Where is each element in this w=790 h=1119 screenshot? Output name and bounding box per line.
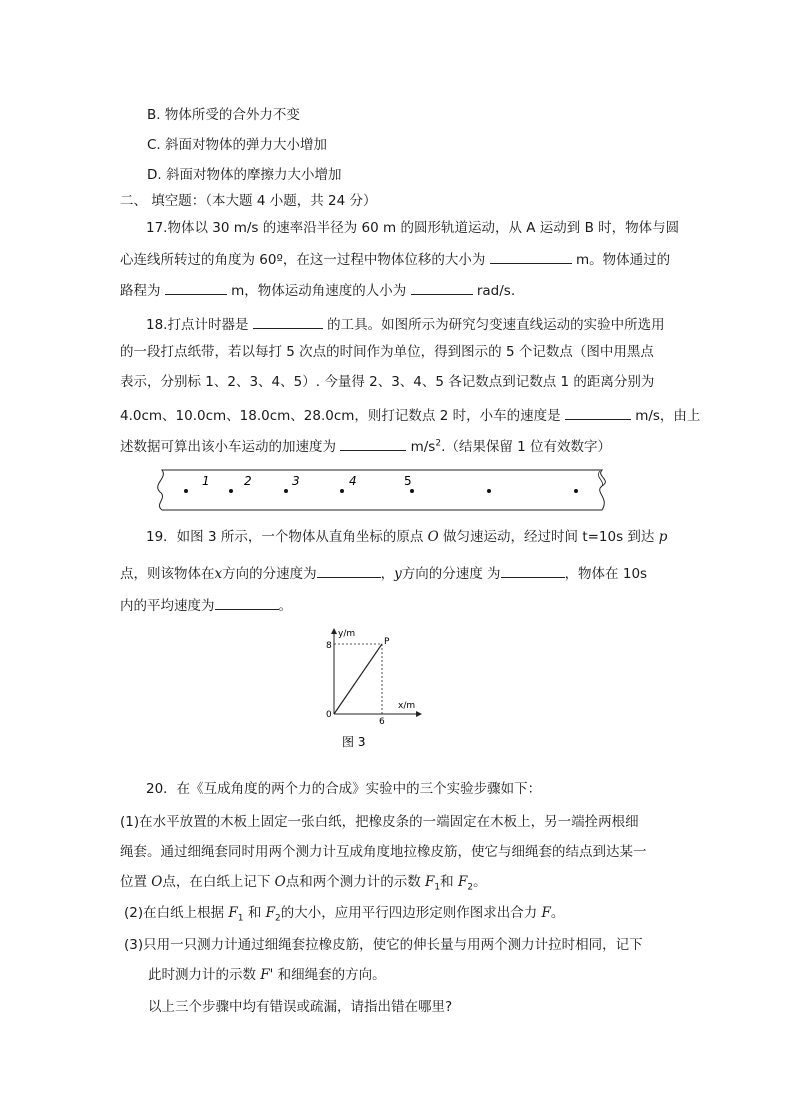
q20-text: 点，在白纸上记下 — [162, 874, 271, 890]
q18-text: 18.打点计时器是 — [146, 317, 249, 333]
q20-text: 位置 — [120, 874, 147, 890]
q20-step1-line-2: 绳套。通过细绳套同时用两个测力计互成角度地拉橡皮筋，使它与细绳套的结点到达某一 — [120, 844, 647, 860]
q17-text: m，物体运动角速度的人小为 — [231, 283, 407, 299]
q20-f1-symbol: F — [425, 874, 435, 890]
q19-vy-blank[interactable] — [501, 563, 565, 578]
q19-x-symbol: x — [214, 566, 223, 582]
tape-label-1: 1 — [202, 474, 210, 488]
q20-line-1: 20．在《互成角度的两个力的合成》实验中的三个实验步骤如下： — [146, 781, 542, 797]
q20-step1-line-3 — [120, 873, 487, 891]
q20-step3-line-1: (3)只用一只测力计通过细绳套拉橡皮筋，使它的伸长量与用两个测力计拉时相同，记下 — [124, 937, 643, 953]
q18-line-5 — [120, 436, 611, 456]
q20-o-symbol: O — [151, 874, 163, 890]
q20-step1-line-1: (1)在水平放置的木板上固定一张白纸，把橡皮条的一端固定在木板上，另一端拴两根细 — [120, 814, 639, 830]
q18-line-2: 的一段打点纸带，若以每打 5 次点的时间作为单位，得到图示的 5 个记数点（图中用黑点 — [120, 344, 654, 360]
y-tick-label: 8 — [326, 641, 332, 651]
x-axis-label: x/m — [398, 701, 416, 711]
q19-text: 。 — [278, 598, 292, 614]
q18-velocity-blank[interactable] — [565, 405, 631, 420]
q20-text: 。 — [473, 874, 487, 890]
q18-line-4 — [120, 405, 700, 425]
q18-text: .（结果保留 1 位有效数字） — [441, 439, 612, 455]
q20-text: 点和两个测力计的示数 — [285, 874, 421, 890]
q20-text: 此时测力计的示数 — [148, 967, 256, 983]
q19-line-2 — [120, 563, 647, 583]
q20-f-prime-symbol: F' — [260, 967, 274, 983]
tape-dot-4 — [340, 489, 344, 493]
q20-text: 和细绳套的方向。 — [273, 967, 386, 983]
y-axis-arrow — [331, 628, 337, 634]
q19-text: 方向的分速度为 — [222, 566, 317, 582]
q19-line-1 — [146, 528, 667, 546]
displacement-line — [334, 644, 382, 714]
q19-text: 方向的分速度 为 — [401, 566, 501, 582]
figure-caption: 图 3 — [342, 735, 366, 749]
x-axis-arrow — [416, 711, 422, 717]
q20-step3-line-2 — [148, 966, 386, 984]
q17-text: m。物体通过的 — [575, 252, 671, 268]
q17-angular-velocity-blank[interactable] — [411, 280, 473, 295]
ticker-tape-figure — [150, 466, 620, 514]
x-tick-label: 6 — [379, 717, 385, 727]
tape-dot-2 — [229, 489, 233, 493]
q18-text: m/s，由上 — [635, 408, 701, 424]
q20-o-symbol: O — [274, 874, 286, 890]
y-axis-label: y/m — [338, 629, 356, 639]
q20-text: 和 — [247, 905, 262, 921]
q19-text: 点，则该物体在 — [120, 566, 215, 582]
option-c: C. 斜面对物体的弹力大小增加 — [147, 137, 328, 153]
q19-text: 19．如图 3 所示，一个物体从直角坐标的原点 — [146, 529, 424, 545]
tape-dot-5 — [410, 489, 414, 493]
q20-f1-subscript: 1 — [237, 913, 244, 924]
q17-text: 心连线所转过的角度为 60º，在这一过程中物体位移的大小为 — [120, 252, 486, 268]
figure-3-graph — [318, 622, 428, 752]
q18-unit-exponent: 2 — [435, 438, 442, 449]
q20-f2-symbol: F — [457, 874, 468, 890]
q18-text: m/s — [410, 439, 436, 455]
q17-line-2 — [120, 249, 670, 269]
q19-text: 做匀速运动，经过时间 t=10s 到达 — [443, 529, 655, 545]
section-heading: 二、 填空题：（本大题 4 小题，共 24 分） — [120, 193, 377, 209]
q20-step2 — [124, 904, 564, 922]
q18-text: 述数据可算出该小车运动的加速度为 — [120, 439, 336, 455]
q17-displacement-blank[interactable] — [490, 249, 572, 264]
q20-text: 的大小，应用平行四边形定则作图求出合力 — [280, 905, 538, 921]
point-p-label: P — [384, 637, 390, 647]
option-b: B. 物体所受的合外力不变 — [147, 107, 300, 123]
tape-dot-7 — [574, 489, 578, 493]
q20-f1-symbol: F — [228, 905, 238, 921]
q20-f-symbol: F — [541, 905, 551, 921]
q17-line-1: 17.物体以 30 m/s 的速率沿半径为 60 m 的圆形轨道运动，从 A 运动到 B 时，物体与圆 — [146, 220, 680, 236]
q17-text: rad/s. — [476, 283, 516, 299]
q20-f2-subscript: 2 — [275, 913, 281, 924]
tape-dot-3 — [284, 489, 288, 493]
q19-origin-symbol: O — [427, 529, 439, 545]
q19-line-3 — [120, 595, 292, 615]
tape-label-5: 5 — [404, 474, 412, 488]
q18-acceleration-blank[interactable] — [340, 436, 406, 451]
q20-text: 。 — [550, 905, 565, 921]
q17-text: 路程为 — [120, 283, 161, 299]
tape-label-3: 3 — [292, 474, 300, 488]
q20-text: (2)在白纸上根据 — [124, 905, 225, 921]
tape-label-2: 2 — [244, 474, 252, 488]
q19-text: ，物体在 10s — [564, 566, 648, 582]
q18-text: 4.0cm、10.0cm、18.0cm、28.0cm，则打记数点 2 时，小车的速度是 — [120, 408, 561, 424]
q17-distance-blank[interactable] — [165, 280, 227, 295]
q18-line-3: 表示，分别标 1、2、3、4、5）. 今量得 2、3、4、5 各记数点到记数点 1 的距离分别为 — [120, 374, 655, 390]
tape-dot-6 — [487, 489, 491, 493]
tape-outline — [158, 470, 606, 510]
origin-label: 0 — [326, 710, 332, 720]
q19-vx-blank[interactable] — [317, 563, 381, 578]
q19-avg-velocity-blank[interactable] — [215, 595, 279, 610]
q19-y-symbol: y — [394, 566, 402, 582]
q18-text: 的工具。如图所示为研究匀变速直线运动的实验中所选用 — [327, 317, 665, 333]
q19-text: ， — [380, 566, 395, 582]
tape-label-4: 4 — [349, 474, 357, 488]
q17-line-3 — [120, 280, 515, 300]
option-d: D. 斜面对物体的摩擦力大小增加 — [147, 167, 342, 183]
tape-dot-1 — [184, 489, 188, 493]
q20-f2-symbol: F — [265, 905, 275, 921]
q18-timer-blank[interactable] — [253, 314, 323, 329]
q20-final-question: 以上三个步骤中均有错误或疏漏，请指出错在哪里? — [148, 999, 453, 1015]
q18-line-1 — [146, 314, 665, 334]
q19-text: 内的平均速度为 — [120, 598, 215, 614]
q20-f2-subscript: 2 — [467, 882, 474, 893]
q20-text: 和 — [440, 874, 454, 890]
q19-point-symbol: p — [658, 529, 668, 545]
q20-f1-subscript: 1 — [434, 882, 441, 893]
